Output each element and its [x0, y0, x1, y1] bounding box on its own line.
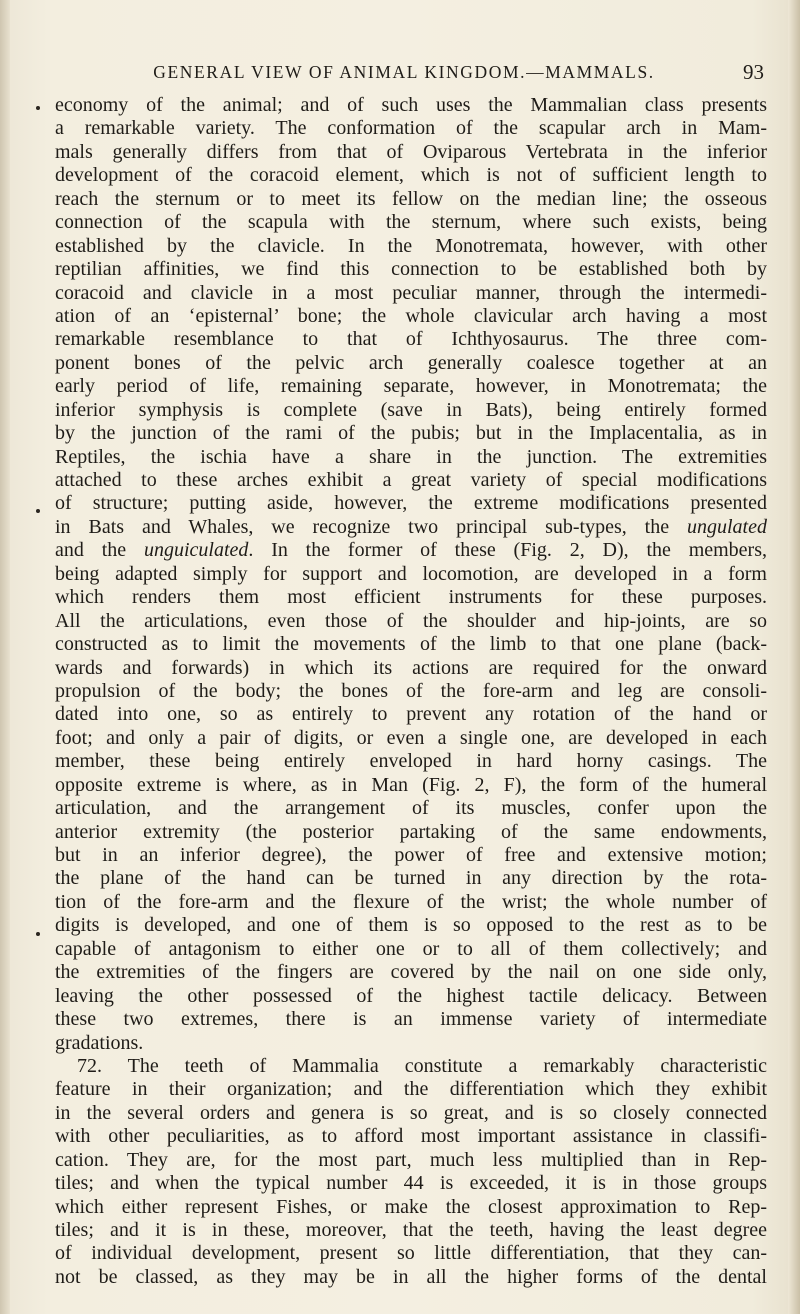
text-line: reptilian affinities, we find this connection to be established both by [55, 258, 767, 281]
text-line: a remarkable variety. The conformation of the scapular arch in Mam- [55, 117, 767, 140]
text-line: ponent bones of the pelvic arch generally coalesce together at an [55, 351, 767, 374]
text-line: coracoid and clavicle in a most peculiar manner, through the intermedi- [55, 281, 767, 304]
text-line: tion of the fore-arm and the flexure of the wrist; the whole number of [55, 890, 767, 913]
text-line: reach the sternum or to meet its fellow on the median line; the osseous [55, 187, 767, 210]
text-line: development of the coracoid element, which is not of sufficient length to [55, 164, 767, 187]
text-line: articulation, and the arrangement of its muscles, confer upon the [55, 797, 767, 820]
paragraph-start-line: 72. The teeth of Mammalia constitute a remarkably characteristic [77, 1054, 767, 1077]
text-line: early period of life, remaining separate, however, in Monotremata; the [55, 375, 767, 398]
text-line: the plane of the hand can be turned in any direction by the rota- [55, 867, 767, 890]
text-line: of individual development, present so little differentiation, that they can- [55, 1242, 767, 1265]
text-line: gradations. [55, 1031, 144, 1054]
text-line: member, these being entirely enveloped in hard horny casings. The [55, 750, 767, 773]
text-line: by the junction of the rami of the pubis; but in the Implacentalia, as in [55, 422, 767, 445]
margin-mark [36, 932, 40, 936]
text-line: All the articulations, even those of the shoulder and hip-joints, are so [55, 609, 767, 632]
text-line: remarkable resemblance to that of Ichthyosaurus. The three com- [55, 328, 767, 351]
text-line: in Bats and Whales, we recognize two principal sub-types, the ungulated [55, 515, 767, 538]
text-line: and the unguiculated. In the former of these (Fig. 2, D), the members, [55, 539, 768, 562]
page-gutter-left [0, 0, 10, 1314]
text-line: in the several orders and genera is so great, and is so closely connected [55, 1101, 767, 1124]
text-line: constructed as to limit the movements of the limb to that one plane (back- [55, 633, 767, 656]
text-line: foot; and only a pair of digits, or even a single one, are developed in each [55, 726, 767, 749]
margin-mark [36, 509, 40, 513]
text-line: wards and forwards) in which its actions are required for the onward [55, 656, 767, 679]
text-line: feature in their organization; and the differentiation which they exhibit [55, 1078, 767, 1101]
page-number: 93 [743, 60, 764, 84]
text-line: these two extremes, there is an immense variety of intermediate [55, 1008, 767, 1031]
text-line: mals generally differs from that of Oviparous Vertebrata in the inferior [55, 140, 767, 163]
text-line: tiles; and when the typical number 44 is exceeded, it is in those groups [55, 1172, 767, 1195]
text-line: inferior symphysis is complete (save in Bats), being entirely formed [55, 398, 767, 421]
text-line: capable of antagonism to either one or to all of them collectively; and [55, 937, 767, 960]
text-line: economy of the animal; and of such uses the Mammalian class presents [55, 94, 767, 116]
text-line: which either represent Fishes, or make the closest approximation to Rep- [55, 1195, 767, 1218]
text-line: leaving the other possessed of the highest tactile delicacy. Between [55, 984, 767, 1007]
text-line: being adapted simply for support and locomotion, are developed in a form [55, 562, 767, 585]
text-line: tiles; and it is in these, moreover, that the teeth, having the least degree [55, 1219, 767, 1241]
text-line: Reptiles, the ischia have a share in the junction. The extremities [55, 445, 767, 468]
text-line: attached to these arches exhibit a great variety of special modifications [55, 469, 767, 491]
text-line: with other peculiarities, as to afford most important assistance in classifi- [55, 1125, 767, 1148]
text-line: but in an inferior degree), the power of free and extensive motion; [55, 844, 767, 866]
text-line: which renders them most efficient instruments for these purposes. [55, 586, 767, 609]
text-line: of structure; putting aside, however, the extreme modifications presented [55, 492, 767, 515]
page-edge-right [788, 0, 800, 1314]
text-line: not be classed, as they may be in all the higher forms of the dental [55, 1265, 767, 1288]
body-text [55, 94, 767, 1289]
margin-mark [36, 106, 40, 110]
text-line: ation of an ‘episternal’ bone; the whole clavicular arch having a most [55, 304, 767, 327]
text-line: connection of the scapula with the sternum, where such exists, being [55, 211, 767, 234]
text-line: propulsion of the body; the bones of the fore-arm and leg are consoli- [55, 679, 767, 702]
running-head-title: GENERAL VIEW OF ANIMAL KINGDOM.—MAMMALS. [153, 62, 655, 82]
text-line: cation. They are, for the most part, much less multiplied than in Rep- [55, 1148, 767, 1171]
text-line: opposite extreme is where, as in Man (Fig. 2, F), the form of the humeral [55, 773, 767, 796]
running-head [84, 57, 764, 87]
text-line: digits is developed, and one of them is so opposed to the rest as to be [55, 914, 767, 937]
text-line: established by the clavicle. In the Monotremata, however, with other [55, 234, 767, 257]
text-line: dated into one, so as entirely to prevent any rotation of the hand or [55, 703, 767, 726]
text-line: anterior extremity (the posterior partaking of the same endowments, [55, 820, 767, 843]
text-line: the extremities of the fingers are covered by the nail on one side only, [55, 961, 767, 984]
